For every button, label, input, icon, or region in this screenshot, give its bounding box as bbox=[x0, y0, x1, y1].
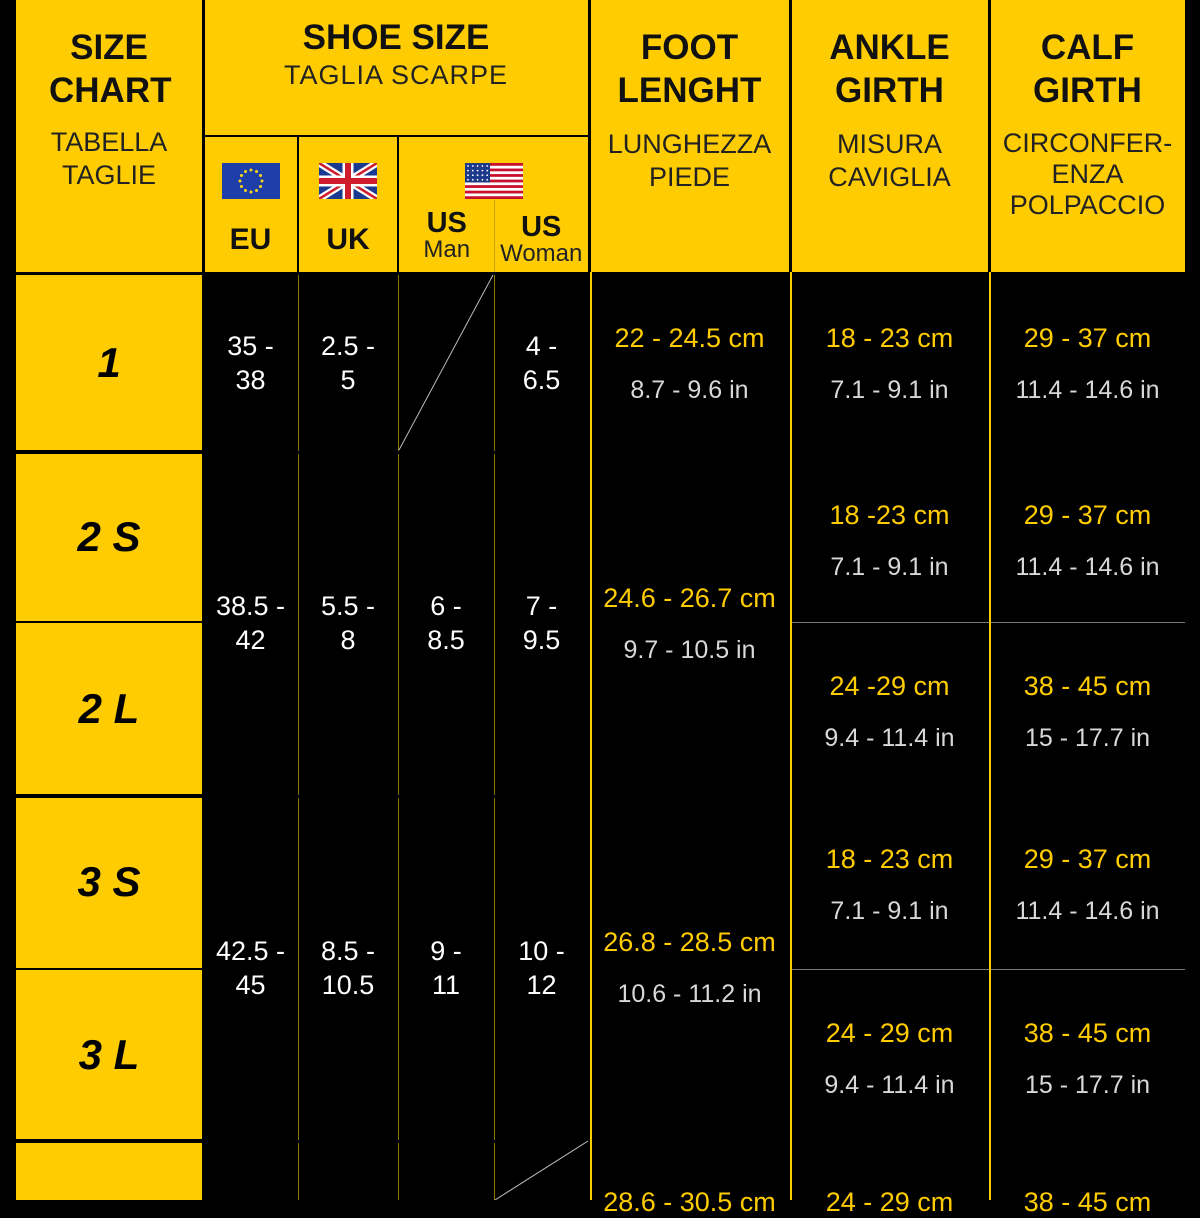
shoe-column-divider bbox=[298, 272, 299, 1200]
us-man-value-line: 6 - bbox=[430, 591, 462, 621]
size-label: 2 L bbox=[16, 623, 202, 794]
size-label: 2 S bbox=[16, 452, 202, 621]
ankle-girth-header bbox=[791, 0, 988, 272]
ankle-girth-in: 7.1 - 9.1 in bbox=[830, 553, 949, 581]
us-header-divider bbox=[494, 200, 495, 272]
ankle-girth-in: 9.4 - 11.4 in bbox=[824, 1071, 955, 1099]
foot-length-header bbox=[590, 0, 789, 272]
subrow-divider bbox=[791, 969, 1185, 970]
us-man-sublabel: Man bbox=[423, 236, 471, 263]
ankle-girth-in: 7.1 - 9.1 in bbox=[830, 897, 949, 925]
us-flag-icon bbox=[465, 163, 523, 204]
ankle-girth-cm: 18 -23 cm bbox=[829, 500, 950, 530]
us-woman-value-line: 9.5 bbox=[522, 625, 561, 655]
right-border bbox=[1185, 0, 1200, 1200]
ankle-girth-in: 9.4 - 11.4 in bbox=[824, 724, 955, 752]
us-woman-value-line: 4 - bbox=[525, 330, 558, 361]
eu-value bbox=[204, 1141, 297, 1200]
eu-value bbox=[204, 452, 297, 794]
us-woman-value bbox=[495, 275, 588, 450]
size-chart-title: SIZE CHART bbox=[49, 28, 172, 110]
size-label-divider bbox=[16, 968, 202, 970]
eu-value-line: 38 bbox=[235, 364, 266, 395]
shoe-size-title: SHOE SIZE bbox=[302, 18, 490, 57]
row-divider bbox=[16, 451, 1185, 454]
foot-length-value bbox=[590, 452, 789, 794]
calf-girth-value bbox=[990, 970, 1185, 1139]
ankle-girth-value bbox=[791, 1141, 988, 1217]
us-woman-header bbox=[495, 212, 589, 266]
ankle-girth-value bbox=[791, 452, 988, 621]
shoe-size-divider bbox=[204, 135, 589, 137]
ankle-girth-cm: 18 - 23 cm bbox=[825, 844, 954, 874]
calf-girth-in: 11.4 - 14.6 in bbox=[1015, 897, 1160, 925]
us-woman-value bbox=[495, 1141, 588, 1200]
us-woman-label: US bbox=[521, 211, 562, 243]
eu-value-line: 42 bbox=[235, 625, 266, 655]
calf-girth-value bbox=[990, 796, 1185, 968]
calf-girth-subtitle-line: POLPACCIO bbox=[1009, 190, 1166, 220]
us-man-value-line: 11 bbox=[431, 969, 461, 1000]
meas-column-divider bbox=[590, 272, 592, 1200]
foot-length-cm: 22 - 24.5 cm bbox=[614, 323, 765, 353]
ankle-girth-cm: 24 - 29 cm bbox=[825, 1018, 954, 1048]
calf-girth-subtitle-line: CIRCONFER- bbox=[1002, 128, 1173, 158]
uk-value bbox=[299, 275, 397, 450]
foot-length-value bbox=[590, 275, 789, 450]
foot-length-in: 9.7 - 10.5 in bbox=[623, 635, 756, 664]
calf-girth-value bbox=[990, 623, 1185, 794]
uk-value-line: 5.5 - bbox=[320, 591, 376, 621]
uk-value bbox=[299, 1141, 397, 1200]
ankle-girth-value bbox=[791, 275, 988, 450]
us-woman-value-line: 10 - bbox=[518, 935, 565, 966]
foot-length-cm: 28.6 - 30.5 cm bbox=[603, 1187, 776, 1217]
us-man-header bbox=[399, 208, 495, 266]
foot-length-in: 8.7 - 9.6 in bbox=[630, 376, 749, 404]
eu-flag-icon bbox=[222, 163, 280, 204]
calf-girth-title: CALF GIRTH bbox=[1033, 28, 1142, 110]
us-man-value bbox=[399, 796, 493, 1139]
us-man-value bbox=[399, 275, 493, 450]
us-woman-value bbox=[495, 452, 588, 794]
calf-girth-subtitle-line: ENZA bbox=[1051, 159, 1124, 189]
foot-length-title: FOOT LENGHT bbox=[617, 28, 762, 110]
size-label: 3 S bbox=[16, 796, 202, 968]
meas-column-divider bbox=[989, 272, 991, 1200]
uk-label: UK bbox=[326, 223, 370, 256]
ankle-girth-value bbox=[791, 796, 988, 968]
uk-value bbox=[299, 452, 397, 794]
us-woman-value-line: 12 bbox=[526, 969, 557, 1000]
uk-value bbox=[299, 796, 397, 1139]
eu-column-header bbox=[204, 137, 297, 272]
calf-girth-in: 11.4 - 14.6 in bbox=[1015, 553, 1160, 581]
shoe-size-subtitle: TAGLIA SCARPE bbox=[283, 60, 509, 90]
foot-length-subtitle: LUNGHEZZA PIEDE bbox=[607, 129, 772, 192]
calf-girth-cm: 38 - 45 cm bbox=[1023, 671, 1152, 701]
uk-column-header bbox=[299, 137, 397, 272]
us-woman-value-line: 6.5 bbox=[522, 364, 561, 395]
calf-girth-cm: 38 - 45 cm bbox=[1023, 1018, 1152, 1048]
calf-girth-cm: 29 - 37 cm bbox=[1023, 323, 1152, 353]
ankle-girth-cm: 18 - 23 cm bbox=[825, 323, 954, 353]
ankle-girth-in: 7.1 - 9.1 in bbox=[830, 376, 949, 404]
size-label-divider bbox=[16, 621, 202, 623]
foot-length-in: 10.6 - 11.2 in bbox=[617, 980, 762, 1008]
size-label: 3 L bbox=[16, 970, 202, 1139]
shoe-size-header bbox=[204, 0, 588, 135]
uk-flag-icon bbox=[319, 163, 377, 204]
size-chart-subtitle: TABELLA TAGLIE bbox=[50, 127, 168, 190]
size-label bbox=[16, 1141, 202, 1200]
shoe-column-divider bbox=[398, 272, 399, 1200]
calf-girth-value bbox=[990, 452, 1185, 621]
calf-girth-cm: 29 - 37 cm bbox=[1023, 500, 1152, 530]
calf-girth-cm: 29 - 37 cm bbox=[1023, 844, 1152, 874]
foot-length-value bbox=[590, 796, 789, 1139]
size-chart-header bbox=[16, 0, 202, 272]
uk-value-line: 8.5 - bbox=[320, 935, 376, 966]
us-woman-value bbox=[495, 796, 588, 1139]
us-man-value bbox=[399, 1141, 493, 1200]
meas-column-divider bbox=[790, 272, 792, 1200]
us-man-value bbox=[399, 452, 493, 794]
uk-value-line: 10.5 bbox=[321, 969, 375, 1000]
eu-label: EU bbox=[229, 223, 272, 256]
eu-value-line: 38.5 - bbox=[215, 591, 286, 621]
us-woman-value-line: 7 - bbox=[525, 591, 558, 621]
ankle-girth-title: ANKLE GIRTH bbox=[829, 28, 950, 110]
uk-value-line: 5 bbox=[340, 364, 356, 395]
calf-girth-in: 11.4 - 14.6 in bbox=[1015, 376, 1160, 404]
size-label: 1 bbox=[16, 275, 202, 450]
eu-value bbox=[204, 275, 297, 450]
ankle-girth-cm: 24 - 29 cm bbox=[825, 1187, 954, 1217]
eu-value-line: 42.5 - bbox=[215, 935, 286, 966]
us-man-value-line: 8.5 bbox=[427, 625, 465, 655]
calf-girth-header bbox=[990, 0, 1185, 272]
ankle-girth-value bbox=[791, 623, 988, 794]
calf-girth-value bbox=[990, 1141, 1185, 1217]
us-man-value-line: 9 - bbox=[430, 935, 462, 966]
eu-value-line: 45 bbox=[235, 969, 266, 1000]
ankle-girth-value bbox=[791, 970, 988, 1139]
uk-value-line: 8 bbox=[340, 625, 356, 655]
foot-length-cm: 24.6 - 26.7 cm bbox=[603, 582, 776, 613]
eu-value-line: 35 - bbox=[227, 330, 274, 361]
uk-value-line: 2.5 - bbox=[320, 330, 376, 361]
row-divider bbox=[16, 1140, 1185, 1143]
ankle-girth-subtitle: MISURA CAVIGLIA bbox=[828, 129, 951, 192]
us-woman-sublabel: Woman bbox=[500, 240, 583, 267]
row-divider bbox=[16, 795, 1185, 798]
row-divider bbox=[16, 272, 1185, 275]
calf-girth-in: 15 - 17.7 in bbox=[1024, 1071, 1151, 1099]
header-column-divider bbox=[203, 0, 205, 1200]
eu-value bbox=[204, 796, 297, 1139]
shoe-column-divider bbox=[494, 272, 495, 1200]
foot-length-value bbox=[590, 1141, 789, 1217]
us-man-label: US bbox=[426, 207, 467, 239]
subrow-divider bbox=[791, 622, 1185, 623]
calf-girth-in: 15 - 17.7 in bbox=[1024, 724, 1151, 752]
calf-girth-cm: 38 - 45 cm bbox=[1023, 1187, 1152, 1217]
foot-length-cm: 26.8 - 28.5 cm bbox=[603, 927, 776, 957]
calf-girth-value bbox=[990, 275, 1185, 450]
ankle-girth-cm: 24 -29 cm bbox=[829, 671, 950, 701]
